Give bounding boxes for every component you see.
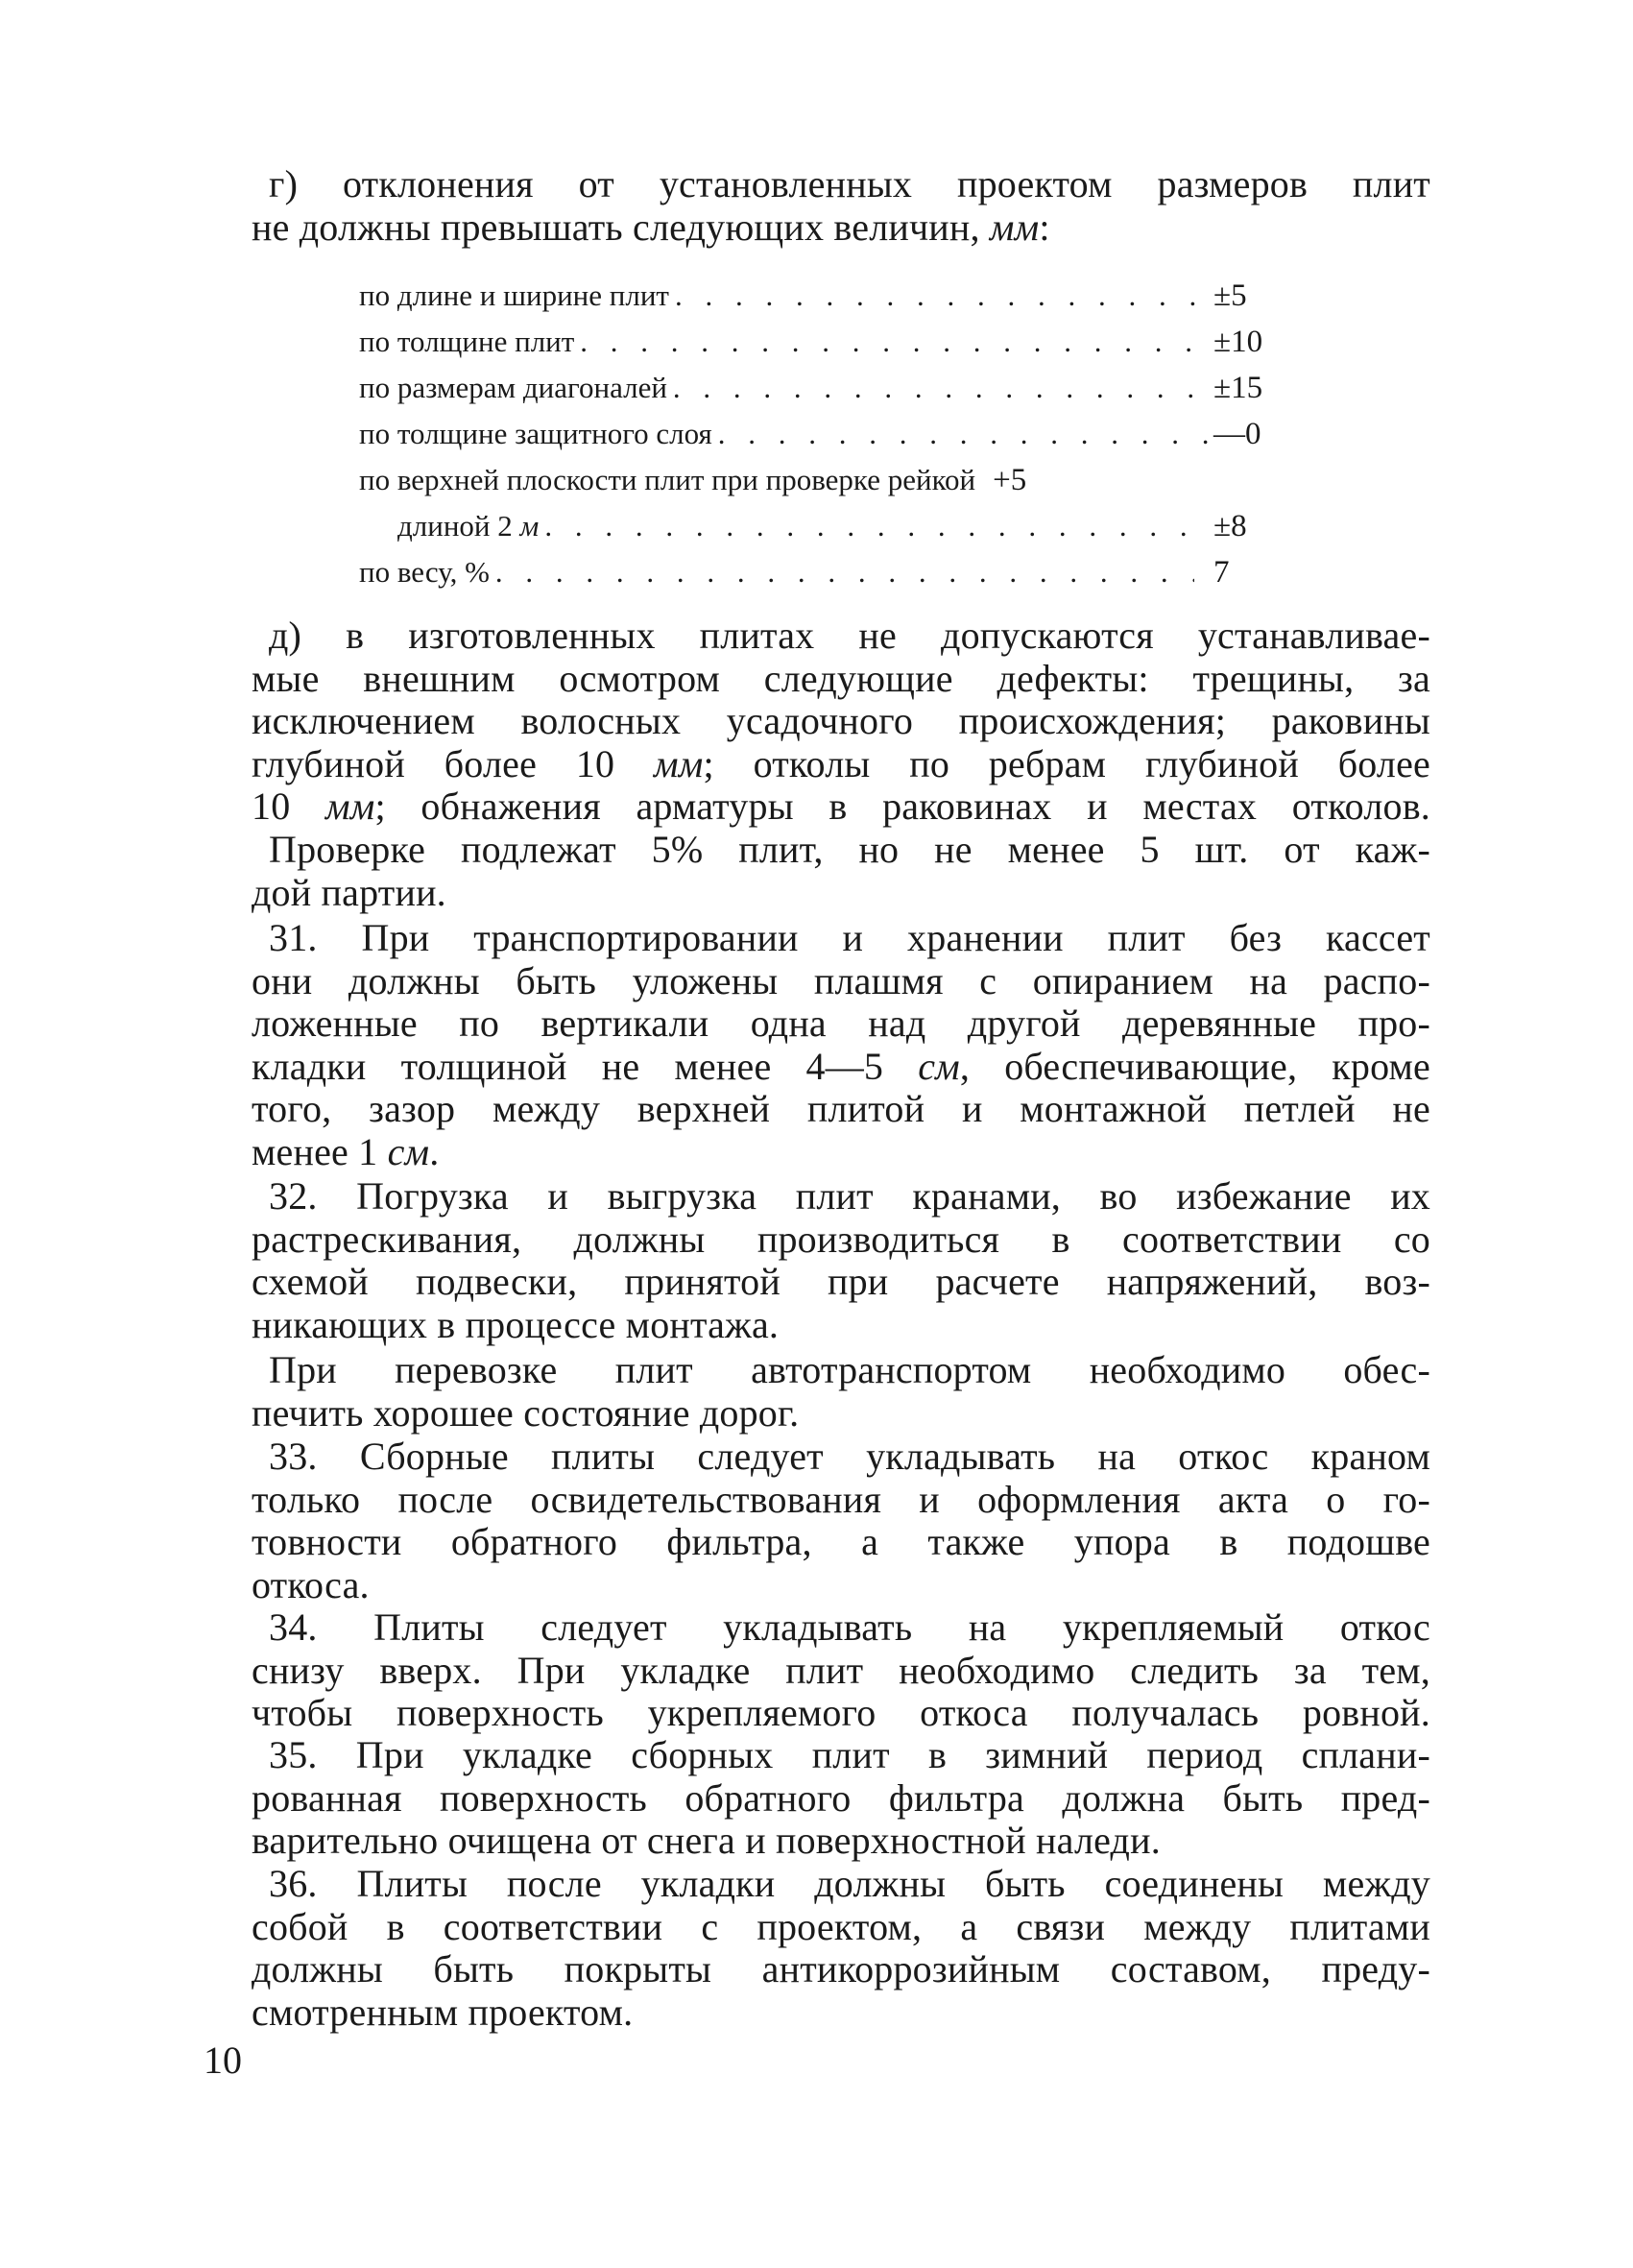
- paragraph-31: [252, 917, 1430, 1173]
- tolerance-row: [359, 457, 1281, 503]
- text-line: мые внешним осмотром следующие дефекты: трещины, за: [252, 656, 1430, 700]
- leader-dots: [544, 503, 1208, 549]
- page-number: 10: [204, 2039, 242, 2082]
- tolerance-value: ±8: [1213, 509, 1247, 543]
- tolerance-label: по размерам диагоналей: [359, 371, 667, 404]
- paragraph-check: [252, 829, 1430, 914]
- tolerance-value: 7: [1213, 555, 1230, 590]
- tolerance-label: по верхней плоскости плит при проверке рейкой: [359, 463, 976, 496]
- text-line: рованная поверхность обратного фильтра должна быть пред-: [252, 1775, 1430, 1820]
- text-line: схемой подвески, принятой при расчете напряжений, воз-: [252, 1260, 1430, 1303]
- text-line: 31. При транспортировании и хранении плит без кассет: [269, 916, 1430, 959]
- leader-dots: [495, 549, 1194, 595]
- paragraph-34: [252, 1606, 1430, 1735]
- tolerance-label: по весу, %: [359, 555, 490, 589]
- text-line: никающих в процессе монтажа.: [252, 1302, 780, 1346]
- text-line: должны быть покрыты антикоррозийным составом, преду-: [252, 1947, 1430, 1991]
- text-line: менее 1 см.: [252, 1129, 440, 1173]
- text-line: Проверке подлежат 5% плит, но не менее 5 шт. от каж-: [269, 828, 1430, 871]
- tolerance-row: [359, 411, 1281, 457]
- tolerance-label: по толщине защитного слоя: [359, 417, 712, 450]
- paragraph-35: [252, 1734, 1430, 1863]
- text-line: кладки толщиной не менее 4—5 см, обеспечивающие, кроме: [252, 1044, 1431, 1088]
- text-line: не должны превышать следующих величин, мм:: [252, 205, 1050, 249]
- leader-dots: [580, 319, 1208, 365]
- text-line: чтобы поверхность укрепляемого откоса получалась ровной.: [252, 1691, 1430, 1734]
- text-line: растрескивания, должны производиться в соответствии со: [252, 1217, 1430, 1261]
- tolerance-list: [359, 273, 1281, 595]
- tolerance-value: +5: [993, 463, 1027, 497]
- text-line: ложенные по вертикали одна над другой деревянные про-: [252, 1001, 1430, 1045]
- leader-dots: [675, 273, 1208, 319]
- text-line: собой в соответствии с проектом, а связи между плитами: [252, 1904, 1430, 1948]
- text-line: 36. Плиты после укладки должны быть соединены между: [269, 1862, 1430, 1905]
- tolerance-row: [359, 273, 1281, 319]
- paragraph-g: [252, 163, 1430, 249]
- tolerance-label: длиной 2 м: [397, 509, 540, 543]
- text-line: смотренным проектом.: [252, 1990, 634, 2034]
- text-line: 33. Сборные плиты следует укладывать на откос краном: [269, 1435, 1430, 1478]
- text-line: 34. Плиты следует укладывать на укрепляемый откос: [269, 1605, 1430, 1649]
- text-line: откоса.: [252, 1562, 370, 1606]
- tolerance-row: [359, 549, 1281, 595]
- text-line: дой партии.: [252, 870, 446, 914]
- tolerance-label: по толщине плит: [359, 325, 575, 358]
- tolerance-value: ±5: [1213, 278, 1247, 313]
- text-line: При перевозке плит автотранспортом необходимо обес-: [269, 1348, 1430, 1391]
- text-line: д) в изготовленных плитах не допускаются устанавливае-: [269, 614, 1430, 657]
- paragraph-36: [252, 1863, 1430, 2034]
- paragraph-32: [252, 1175, 1430, 1346]
- paragraph-33: [252, 1436, 1430, 1606]
- paragraph-d: [252, 615, 1430, 829]
- text-line: товности обратного фильтра, а также упора в подошве: [252, 1520, 1430, 1563]
- text-line: они должны быть уложены плашмя с опиранием на распо-: [252, 958, 1430, 1002]
- text-line: варительно очищена от снега и поверхностной наледи.: [252, 1819, 1161, 1862]
- paragraph-transport: [252, 1349, 1430, 1435]
- leader-dots: [718, 411, 1208, 457]
- text-line: г) отклонения от установленных проектом размеров плит: [269, 162, 1430, 205]
- tolerance-value: —0: [1213, 417, 1261, 451]
- tolerance-label: по длине и ширине плит: [359, 278, 669, 312]
- tolerance-value: ±10: [1213, 325, 1263, 359]
- leader-dots: [673, 365, 1208, 411]
- tolerance-row: [359, 365, 1281, 411]
- text-line: исключением волосных усадочного происхождения; раковины: [252, 699, 1430, 742]
- tolerance-value: ±15: [1213, 371, 1263, 405]
- text-line: снизу вверх. При укладке плит необходимо следить за тем,: [252, 1648, 1430, 1692]
- text-line: 10 мм; обнажения арматуры в раковинах и местах отколов.: [252, 784, 1430, 828]
- tolerance-row: [359, 503, 1281, 549]
- tolerance-row: [359, 319, 1281, 365]
- text-line: глубиной более 10 мм; отколы по ребрам глубиной более: [252, 741, 1430, 785]
- text-line: только после освидетельствования и оформления акта о го-: [252, 1477, 1430, 1521]
- text-line: 32. Погрузка и выгрузка плит кранами, во избежание их: [269, 1174, 1430, 1218]
- text-line: того, зазор между верхней плитой и монтажной петлей не: [252, 1087, 1430, 1130]
- text-line: 35. При укладке сборных плит в зимний период сплани-: [269, 1733, 1430, 1776]
- text-line: печить хорошее состояние дорог.: [252, 1390, 800, 1435]
